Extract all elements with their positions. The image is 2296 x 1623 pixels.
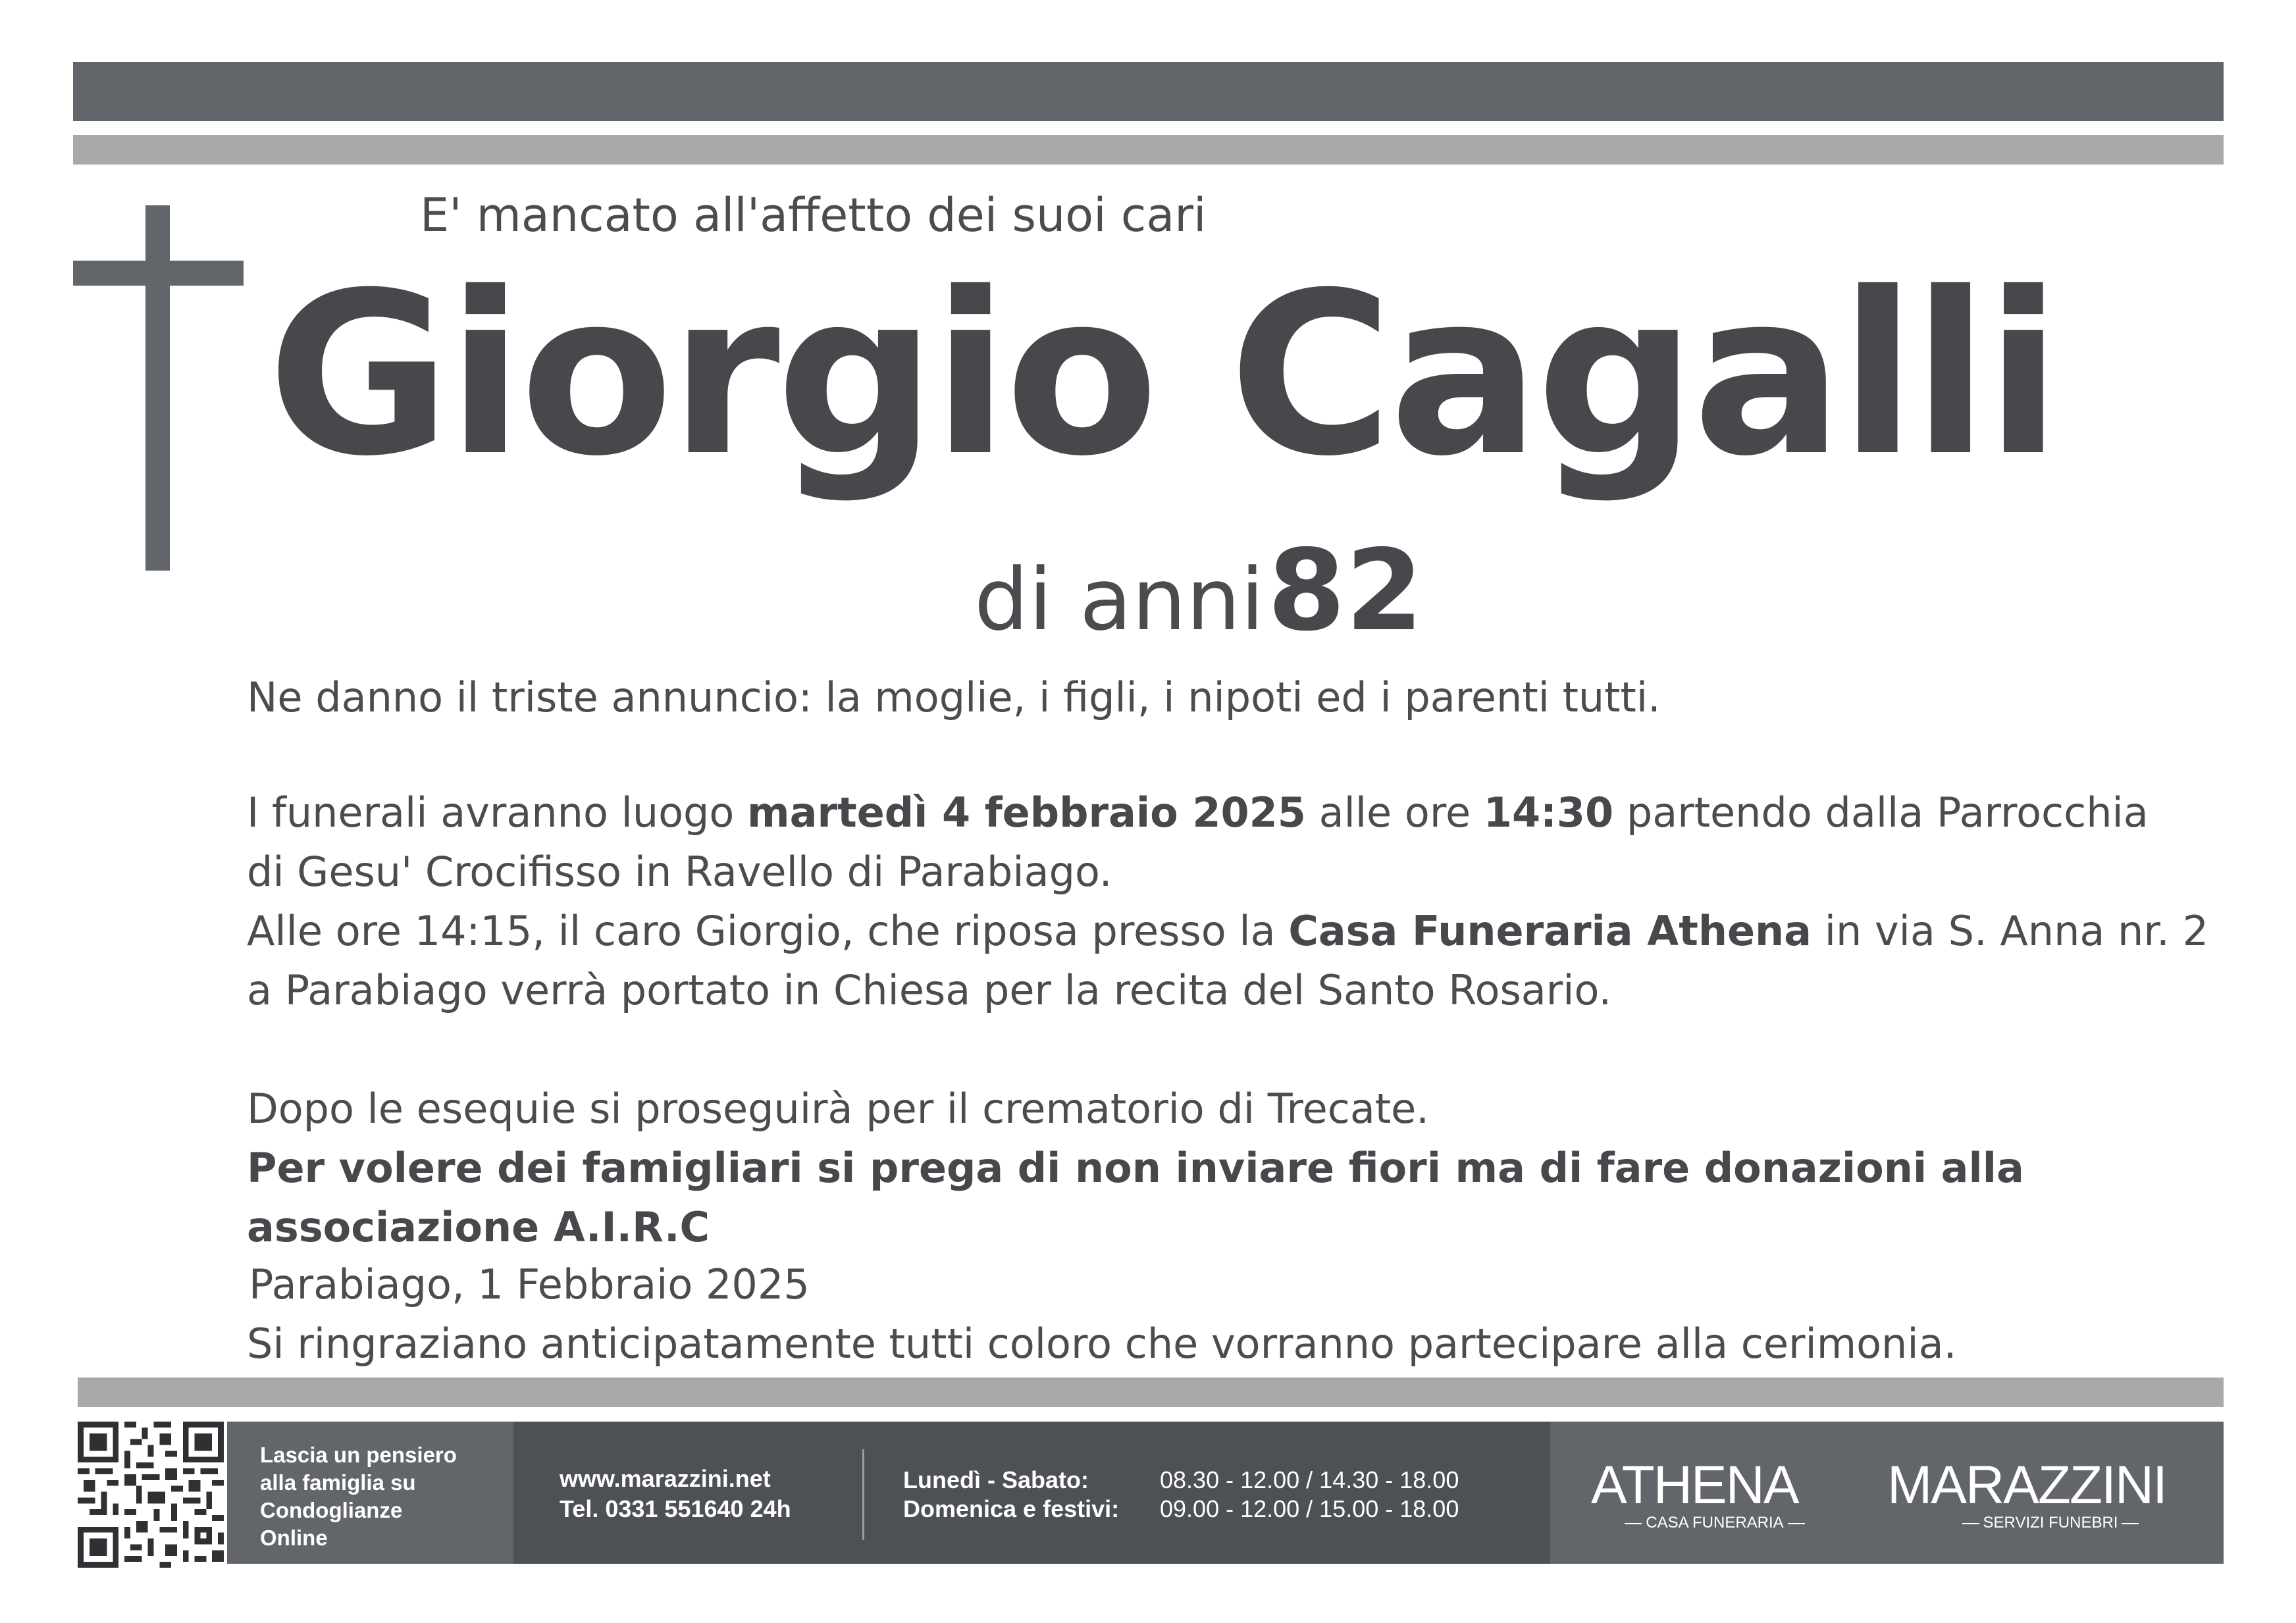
funeral-time: 14:30: [1483, 788, 1614, 837]
donation-request: Per volere dei famigliari si prega di non inviare fiori ma di fare donazioni alla associazione A.I.R.C: [247, 1144, 2024, 1251]
funeral-line-2: di Gesu' Crocifisso in Ravello di Parabiago.: [247, 848, 1112, 896]
condolence-box[interactable]: [227, 1422, 513, 1564]
hours-holiday: 09.00 - 12.00 / 15.00 - 18.00: [1160, 1495, 1459, 1522]
contact-divider: [862, 1449, 864, 1540]
qr-code-icon[interactable]: [78, 1422, 224, 1568]
funeral-text: Alle ore 14:15, il caro Giorgio, che riposa presso la: [247, 907, 1289, 955]
condolence-line: Condoglianze: [260, 1498, 403, 1522]
hours-label-weekday: Lunedì - Sabato:: [903, 1466, 1089, 1493]
condolence-line: alla famiglia su: [260, 1470, 416, 1495]
age-line: [974, 526, 1424, 685]
marazzini-subtitle: SERVIZI FUNEBRI: [1919, 1514, 2182, 1532]
athena-logo: ATHENA: [1591, 1455, 1798, 1515]
age-value: 82: [1267, 526, 1424, 656]
cross-horizontal-beam: [73, 261, 244, 286]
age-prefix: di anni: [974, 550, 1265, 650]
website-link[interactable]: www.marazzini.net: [560, 1465, 771, 1492]
funeral-line-3: [247, 902, 2208, 961]
hours-weekday: 08.30 - 12.00 / 14.30 - 18.00: [1160, 1466, 1459, 1493]
condolence-line: Online: [260, 1526, 328, 1550]
top-light-bar: [73, 135, 2224, 165]
bottom-light-bar: [78, 1378, 2224, 1407]
funeral-text: partendo dalla Parrocchia: [1613, 788, 2149, 837]
hours-label-holiday: Domenica e festivi:: [903, 1495, 1120, 1522]
funeral-text: I funerali avranno luogo: [247, 788, 748, 837]
funeral-text: in via S. Anna nr. 2: [1812, 907, 2209, 955]
athena-subtitle: CASA FUNERARIA: [1590, 1514, 1840, 1532]
intro-text: E' mancato all'affetto dei suoi cari: [420, 188, 1207, 242]
funeral-place: Casa Funeraria Athena: [1288, 907, 1812, 955]
funeral-date: martedì 4 febbraio 2025: [747, 788, 1306, 837]
cremation-text: Dopo le esequie si proseguirà per il crematorio di Trecate.: [247, 1085, 1430, 1133]
funeral-line-1: [247, 783, 2208, 842]
thanks-text: Si ringraziano anticipatamente tutti coloro che vorranno partecipare alla cerimonia.: [247, 1320, 1957, 1368]
funeral-details: [247, 783, 2208, 1020]
funeral-text: alle ore: [1305, 788, 1484, 837]
top-dark-bar: [73, 62, 2224, 121]
marazzini-logo: MARAZZINI: [1887, 1455, 2166, 1515]
condolence-line: Lascia un pensiero: [260, 1443, 457, 1467]
announcement-text: Ne danno il triste annuncio: la moglie, i figli, i nipoti ed i parenti tutti.: [247, 673, 1661, 721]
contact-panel: [513, 1422, 1550, 1564]
phone-number[interactable]: Tel. 0331 551640 24h: [560, 1495, 791, 1522]
funeral-line-4: a Parabiago verrà portato in Chiesa per la recita del Santo Rosario.: [247, 966, 1612, 1014]
place-date: Parabiago, 1 Febbraio 2025: [249, 1260, 810, 1308]
brands-panel: [1550, 1422, 2224, 1564]
deceased-name: Giorgio Cagalli: [267, 245, 2058, 505]
